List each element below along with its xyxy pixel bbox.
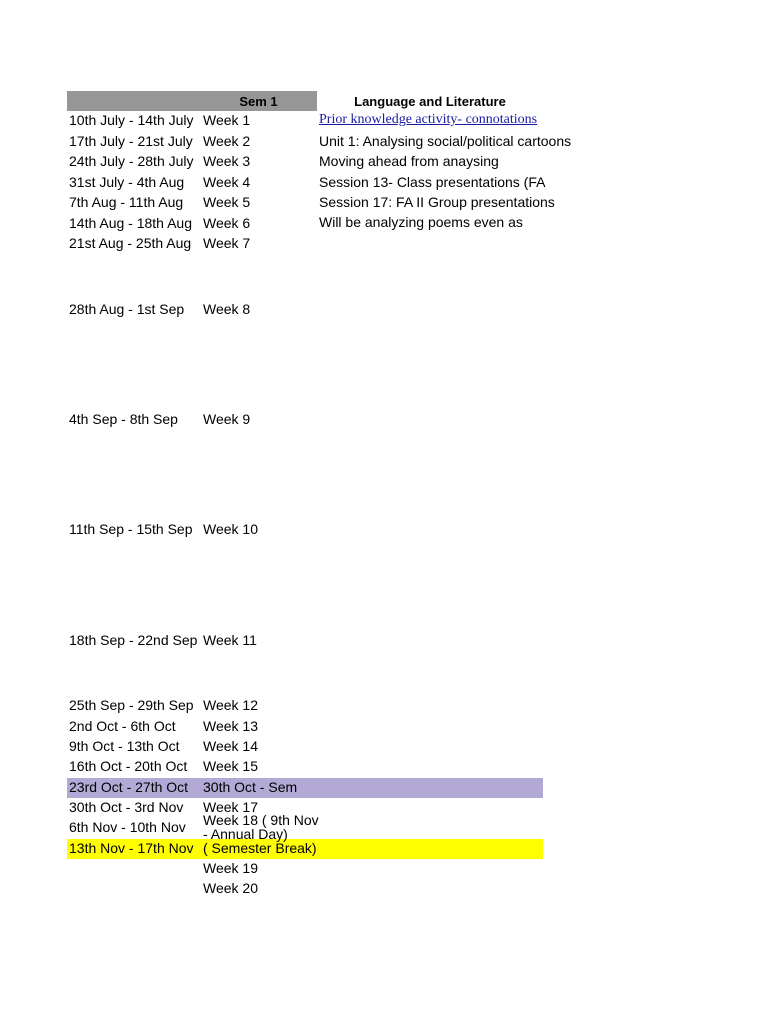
date-cell: 28th Aug - 1st Sep (69, 301, 185, 317)
date-cell: 18th Sep - 22nd Sep (69, 632, 198, 648)
week-cell: Week 13 (203, 718, 258, 734)
date-cell: 31st July - 4th Aug (69, 174, 185, 190)
week-cell: Week 7 (203, 235, 251, 251)
week-cell: Week 4 (203, 174, 251, 190)
week-cell: Week 1 (203, 112, 251, 128)
week-cell: 30th Oct - Sem (203, 779, 298, 795)
date-cell: 23rd Oct - 27th Oct (69, 779, 189, 795)
date-cell: 16th Oct - 20th Oct (69, 758, 188, 774)
date-cell: 9th Oct - 13th Oct (69, 738, 180, 754)
date-cell: 10th July - 14th July (69, 112, 194, 128)
date-cell: 21st Aug - 25th Aug (69, 235, 192, 251)
week-cell: Week 15 (203, 758, 258, 774)
header-subject: Language and Literature (354, 94, 506, 109)
week-cell: Week 11 (203, 632, 257, 648)
week-cell: Week 3 (203, 153, 251, 169)
subject-link[interactable]: Prior knowledge activity- connotations (319, 112, 538, 127)
date-cell: 24th July - 28th July (69, 153, 194, 169)
week-cell: Week 20 (203, 880, 258, 896)
week-cell: Week 10 (203, 521, 258, 537)
week-cell: Week 12 (203, 697, 258, 713)
date-cell: 2nd Oct - 6th Oct (69, 718, 176, 734)
date-cell: 17th July - 21st July (69, 133, 193, 149)
week-cell: Week 9 (203, 411, 251, 427)
week-cell: ( Semester Break) (203, 840, 317, 856)
date-cell: 30th Oct - 3rd Nov (69, 799, 184, 815)
week-cell: Week 2 (203, 133, 251, 149)
week-cell: Week 6 (203, 215, 251, 231)
date-cell: 11th Sep - 15th Sep (69, 521, 193, 537)
week-cell: Week 5 (203, 194, 251, 210)
date-cell: 6th Nov - 10th Nov (69, 819, 186, 835)
week-cell: Week 19 (203, 860, 258, 876)
week-cell: Week 14 (203, 738, 258, 754)
subject-cell: Moving ahead from anaysing (319, 153, 499, 169)
date-cell: 4th Sep - 8th Sep (69, 411, 178, 427)
date-cell: 14th Aug - 18th Aug (69, 215, 192, 231)
subject-cell: Session 13- Class presentations (FA (319, 174, 546, 190)
week-cell: Week 8 (203, 301, 251, 317)
date-cell: 25th Sep - 29th Sep (69, 697, 194, 713)
subject-cell: Unit 1: Analysing social/political cartoons (319, 133, 572, 149)
week-cell: Week 18 ( 9th Nov - Annual Day) (203, 812, 319, 842)
subject-cell: Will be analyzing poems even as (319, 214, 523, 230)
week-cell: Week 17 (203, 799, 258, 815)
subject-cell: Session 17: FA II Group presentations (319, 194, 555, 210)
header-sem: Sem 1 (239, 94, 278, 109)
date-cell: 13th Nov - 17th Nov (69, 840, 194, 856)
date-cell: 7th Aug - 11th Aug (69, 194, 184, 210)
